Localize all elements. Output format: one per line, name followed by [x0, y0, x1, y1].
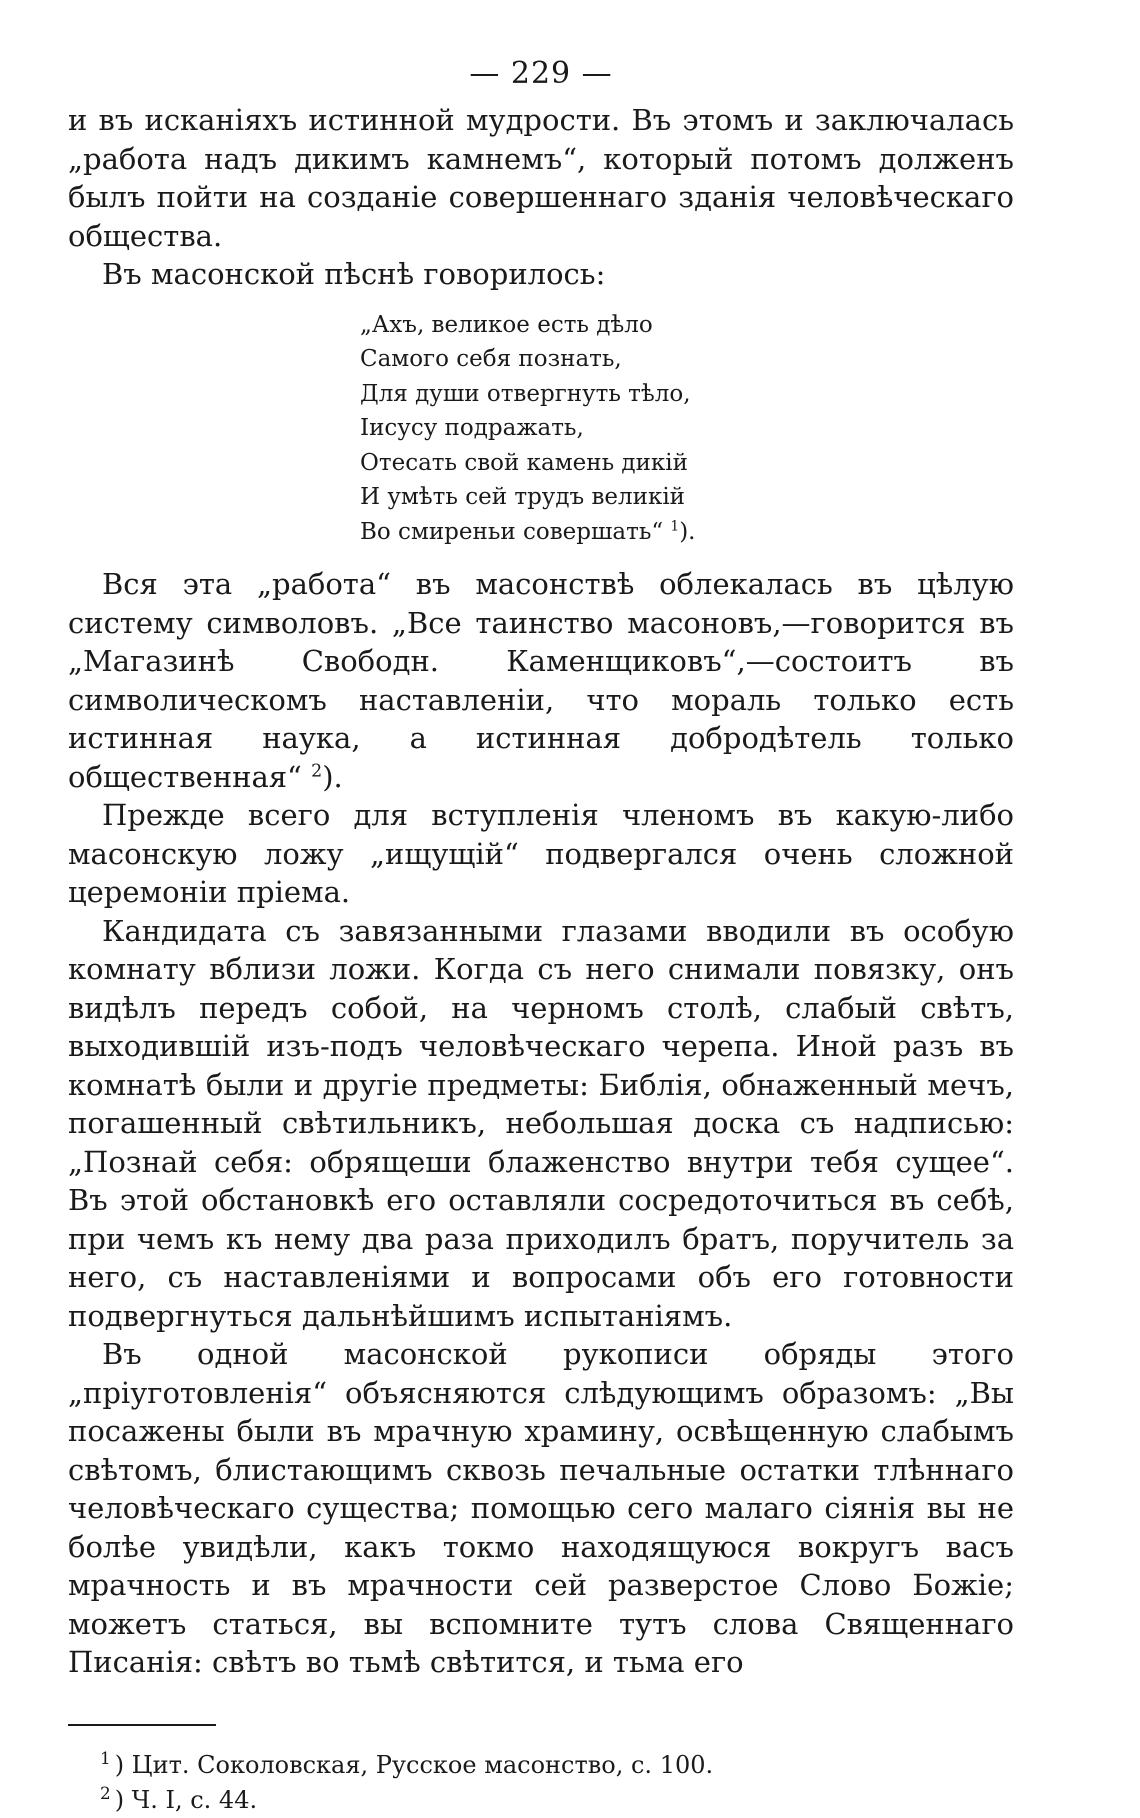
- paragraph-3-tail: ).: [322, 759, 343, 794]
- book-page: [68, 56, 1014, 1818]
- footnote-mark: 2: [100, 1782, 111, 1803]
- poem-line: „Ахъ, великое есть дѣло: [360, 311, 653, 338]
- poem-line-text: Во смиреньи совершать“: [360, 518, 664, 545]
- paragraph-3: [68, 565, 1014, 796]
- paragraph-3-text: Вся эта „работа“ въ масонствѣ облекалась въ цѣлую систему символовъ. „Все таинство масоновъ,—говорится въ „Магазинѣ Свободн. Каменщиковъ“,—состоитъ въ символическомъ наставленіи, что мораль только есть истинная наука, а истинная добродѣтель только общественная“: [68, 567, 1014, 794]
- poem-line: Отесать свой камень дикій: [360, 449, 688, 476]
- footnote-text: ) Ч. I, с. 44.: [114, 1785, 258, 1814]
- page-number: — 229 —: [469, 56, 613, 91]
- poem-line: И умѣть сей трудъ великій: [360, 484, 685, 510]
- footnote-mark: 1: [100, 1747, 111, 1768]
- poem-line: Самого себя познать,: [360, 346, 622, 372]
- paragraph-4: Прежде всего для вступленія членомъ въ какую-либо масонскую ложу „ищущій“ подвергался очень сложной церемоніи пріема.: [68, 798, 1014, 909]
- footnote-ref-1: 1: [670, 517, 680, 534]
- paragraph-1: и въ исканіяхъ истинной мудрости. Въ этомъ и заключалась „работа надъ дикимъ камнемъ“, который потомъ долженъ былъ пойти на созданіе совершеннаго зданія человѣческаго общества.: [68, 103, 1014, 253]
- paragraph-2: Въ масонской пѣснѣ говорилось:: [102, 257, 606, 291]
- paragraph-5: Кандидата съ завязанными глазами вводили въ особую комнату вблизи ложи. Когда съ него снимали повязку, онъ видѣлъ передъ собой, на черномъ столѣ, слабый свѣтъ, выходившій изъ-подъ человѣческаго черепа. Иной разъ въ комнатѣ были и другіе предметы: Библія, обнаженный мечъ, погашенный свѣтильникъ, небольшая доска съ надписью: „Познай себя: обрящеши блаженство внутри тебя сущее“. Въ этой обстановкѣ его оставляли сосредоточиться въ себѣ, при чемъ къ нему два раза приходилъ братъ, поручитель за него, съ наставленіями и вопросами объ его готовности подвергнуться дальнѣйшимъ испытаніямъ.: [68, 913, 1014, 1333]
- poem-line-last: [360, 515, 1014, 550]
- poem-line: Іисусу подражать,: [360, 415, 584, 441]
- footnotes: [68, 1748, 1014, 1818]
- masonic-song-poem: [360, 308, 1014, 550]
- footnote-ref-2: 2: [311, 760, 323, 781]
- poem-line: Для души отвергнуть тѣло,: [360, 380, 691, 407]
- poem-tail: ).: [679, 518, 696, 545]
- footnote-text: ) Цит. Соколовская, Русское масонство, с. 100.: [114, 1750, 714, 1779]
- footnote-2: [68, 1783, 1014, 1818]
- paragraph-6: Въ одной масонской рукописи обряды этого „пріуготовленія“ объясняются слѣдующимъ образомъ: „Вы посажены были въ мрачную храмину, освѣщенную слабымъ свѣтомъ, блистающимъ сквозь печальные остатки тлѣннаго человѣческаго существа; помощью сего малаго сіянія вы не болѣе увидѣли, какъ токмо находящуюся вокругъ васъ мрачность и въ мрачности сей разверстое Слово Божіе; можетъ статься, вы вспомните тутъ слова Священнаго Писанія: свѣтъ во тьмѣ свѣтится, и тьма его: [68, 1337, 1014, 1679]
- footnote-divider: [68, 1724, 216, 1726]
- footnote-1: [68, 1748, 1014, 1783]
